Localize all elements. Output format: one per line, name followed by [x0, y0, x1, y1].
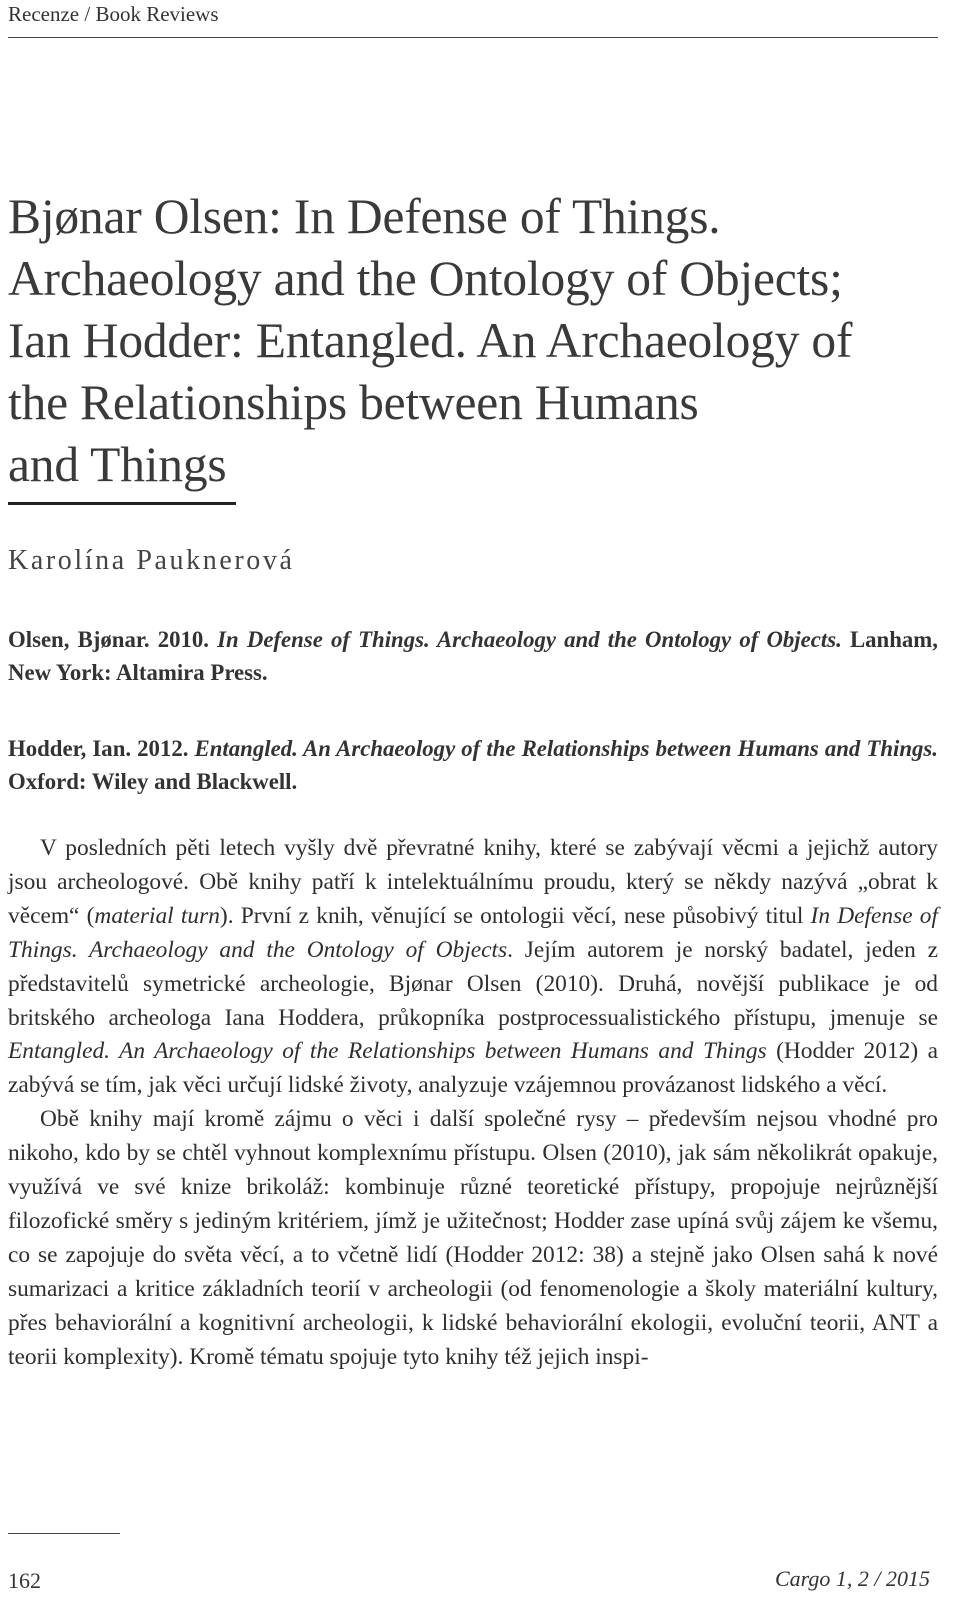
text-run-italic: Entangled. An Archaeology of the Relationships between Humans and Things	[8, 1038, 767, 1065]
footer-divider	[8, 1533, 120, 1534]
reference-title: In Defense of Things. Archaeology and the Ontology of Objects.	[217, 627, 842, 652]
title-line: the Relationships between Humans	[8, 375, 699, 430]
article-title	[8, 186, 938, 496]
body-paragraph	[8, 832, 938, 1103]
title-divider	[8, 502, 236, 505]
header-divider	[8, 37, 938, 38]
running-head: Recenze / Book Reviews	[8, 2, 219, 26]
title-line: Bjønar Olsen: In Defense of Things.	[8, 189, 721, 244]
text-run-italic: material turn	[94, 902, 220, 929]
reference-publisher: Lanham, New York: Altamira Press.	[8, 627, 938, 685]
reference-title: Entangled. An Archaeology of the Relationships between Humans and Things.	[194, 736, 939, 761]
title-line: Archaeology and the Ontology of Objects;	[8, 251, 843, 306]
body-paragraph	[8, 1103, 938, 1374]
text-run: . Jejím autorem je norský badatel, jeden z představitelů symetrické archeologie, Bjønar Olsen (2010). Druhá, novější publikace je od britského archeologa Iana Hoddera, průkopníka postprocessualistického přístupu, jmenuje se	[8, 936, 938, 1031]
text-run: Obě knihy mají kromě zájmu o věci i další společné rysy – především nejsou vhodné pro nikoho, kdo by se chtěl vyhnout komplexnímu přístupu. Olsen (2010), jak sám několikrát opakuje, využívá ve své knize brikoláž: kombinuje různé teoretické přístupy, propojuje nejrůznější filozofické směry s jediným kritériem, jímž je užitečnost; Hodder zase upíná svůj zájem ke všemu, co se zapojuje do světa věcí, a to včetně lidí (Hodder 2012: 38) a stejně jako Olsen sahá k nové sumarizaci a kritice základních teorií v archeologii (od fenomenologie a školy materiální kultury, přes behaviorální a kognitivní archeologii, k lidské behaviorální ekologii, evoluční teorii, ANT a teorii komplexity). Kromě tématu spojuje tyto knihy též jejich inspi-	[8, 1106, 938, 1370]
text-run: V posledních pěti letech vyšly dvě převratné knihy, které se zabývají věcmi a jejichž autory jsou archeologové. Obě knihy patří k intelektuálnímu proudu, který se někdy nazývá „obrat k věcem“ (	[8, 835, 938, 929]
reference-hodder	[8, 732, 938, 798]
text-run: ). První z knih, věnující se ontologii věcí, nese působivý titul	[219, 902, 811, 929]
reference-publisher: Oxford: Wiley and Blackwell.	[8, 769, 298, 794]
journal-citation: Cargo 1, 2 / 2015	[774, 1566, 930, 1591]
reference-olsen	[8, 623, 938, 689]
author-name: Karolína Pauknerová	[8, 545, 295, 576]
page-number: 162	[8, 1568, 41, 1593]
title-line: Ian Hodder: Entangled. An Archaeology of	[8, 313, 853, 368]
text-run: (Hodder 2012) a zabývá se tím, jak věci určují lidské životy, analyzuje vzájemnou provázanost lidského a věcí.	[8, 1038, 938, 1099]
reference-prefix: Hodder, Ian. 2012.	[8, 736, 195, 761]
title-line: and Things	[8, 437, 227, 492]
article-body	[8, 832, 938, 1375]
reference-prefix: Olsen, Bjønar. 2010.	[8, 627, 218, 652]
text-run-italic: In Defense of Things. Archaeology and the Ontology of Objects	[8, 902, 938, 963]
